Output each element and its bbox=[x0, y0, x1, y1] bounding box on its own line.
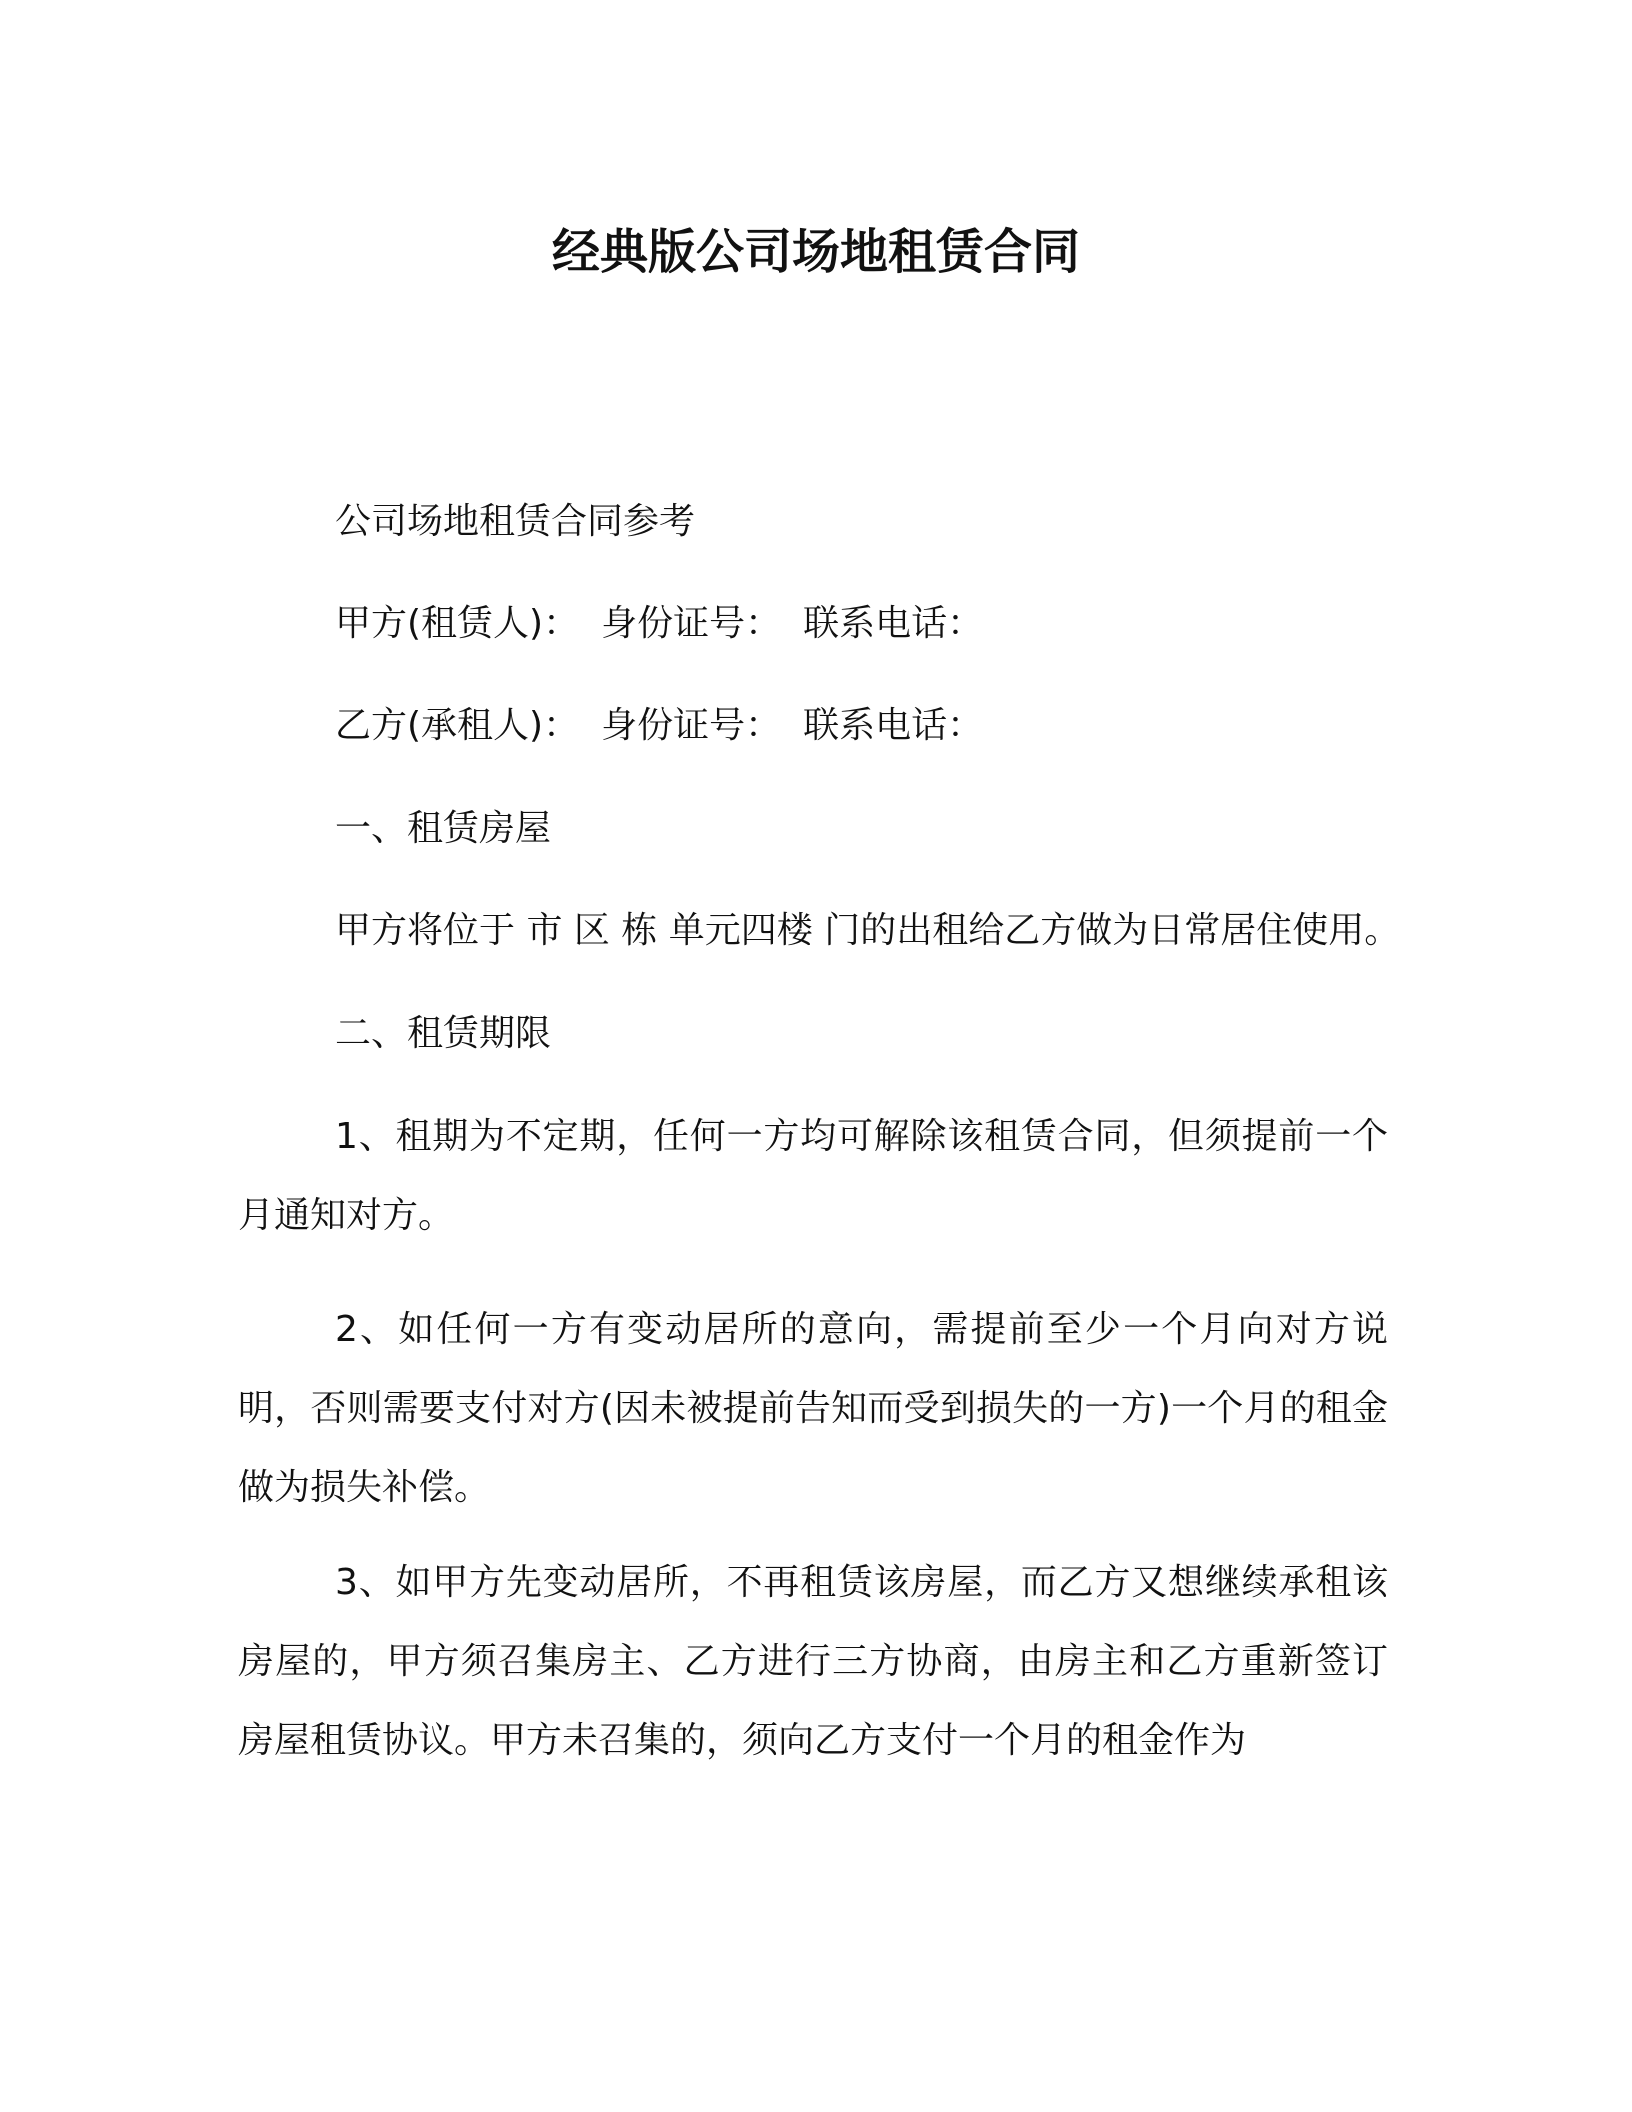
clause-3: 3、如甲方先变动居所，不再租赁该房屋，而乙方又想继续承租该房屋的，甲方须召集房主、乙方进行三方协商，由房主和乙方重新签订房屋租赁协议。甲方未召集的，须向乙方支付一个月的租金作为 bbox=[238, 1562, 1388, 1761]
party-b-id-label: 身份证号： bbox=[601, 705, 782, 746]
party-a-label: 甲方(租赁人)： bbox=[335, 603, 580, 644]
clause-1: 1、租期为不定期，任何一方均可解除该租赁合同，但须提前一个月通知对方。 bbox=[238, 1116, 1388, 1236]
section2-heading: 二、租赁期限 bbox=[335, 1013, 552, 1054]
clause-2: 2、如任何一方有变动居所的意向，需提前至少一个月向对方说明，否则需要支付对方(因未被提前告知而受到损失的一方)一个月的租金做为损失补偿。 bbox=[238, 1309, 1388, 1508]
party-b-label: 乙方(承租人)： bbox=[335, 705, 580, 746]
party-b-line bbox=[335, 702, 983, 750]
party-a-phone-label: 联系电话： bbox=[803, 603, 984, 644]
party-a-line bbox=[335, 600, 983, 648]
document-title: 经典版公司场地租赁合同 bbox=[551, 224, 1080, 280]
party-a-id-label: 身份证号： bbox=[601, 603, 782, 644]
section1-heading: 一、租赁房屋 bbox=[335, 808, 552, 849]
section1-text: 甲方将位于 市 区 栋 单元四楼 门的出租给乙方做为日常居住使用。 bbox=[335, 910, 1401, 951]
document-subtitle: 公司场地租赁合同参考 bbox=[335, 501, 696, 542]
party-b-phone-label: 联系电话： bbox=[803, 705, 984, 746]
